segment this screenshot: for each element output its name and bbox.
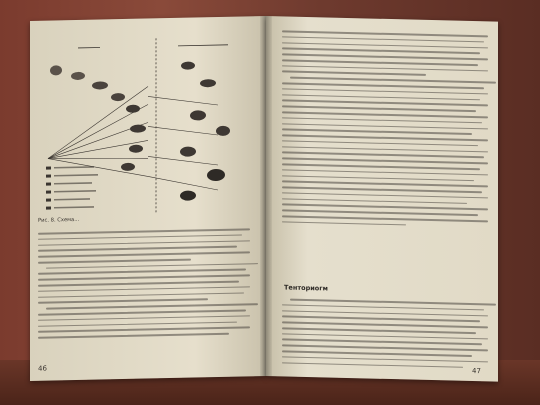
left-page [30,16,266,381]
figure-caption: Рис. 8. Схема... [38,216,80,224]
right-page [266,16,498,382]
open-book [30,16,500,392]
left-page-number: 46 [38,364,47,373]
right-body-text-top [282,30,488,232]
book-gutter [260,16,272,376]
animal-diagram-icon [38,34,248,218]
section-heading: Тенториогм [284,283,328,293]
right-page-number: 47 [472,367,481,376]
left-body-text [38,228,250,342]
right-body-text-bottom [282,298,488,372]
